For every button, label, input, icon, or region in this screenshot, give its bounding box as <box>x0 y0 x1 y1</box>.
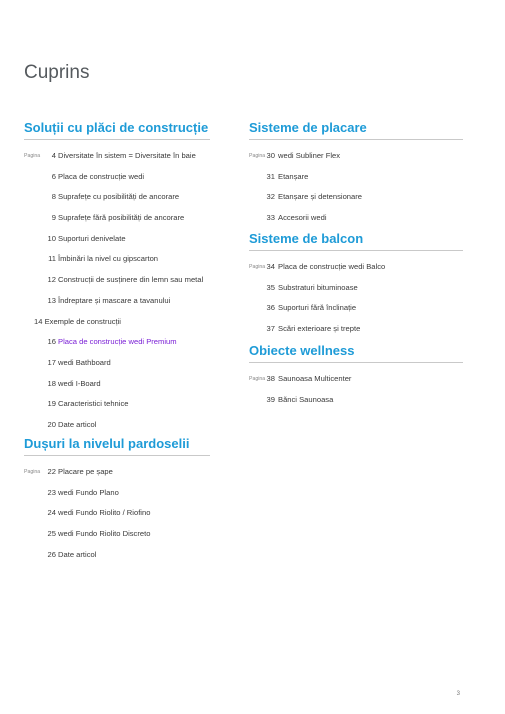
toc-entry[interactable] <box>24 212 210 233</box>
entry-title: Scări exterioare și trepte <box>278 324 361 334</box>
entry-title: Placa de construcție wedi Premium <box>58 337 177 347</box>
toc-section <box>249 343 463 414</box>
toc-left-column <box>24 120 210 569</box>
toc-section <box>249 231 463 343</box>
entry-page-number: 8 <box>51 192 56 202</box>
entry-page-number: 38 <box>266 374 275 383</box>
entry-title: Date articol <box>58 549 97 559</box>
entry-title: Saunoasa Multicenter <box>278 374 352 383</box>
entry-page-number: 6 <box>51 171 56 181</box>
entry-title: Bănci Saunoasa <box>278 394 334 404</box>
entry-page-number: 39 <box>266 394 275 404</box>
entry-title: Placa de construcție wedi <box>58 171 145 181</box>
entry-page-number: 31 <box>266 171 275 181</box>
entry-page-number: 22 <box>47 467 56 476</box>
entry-page-number: 36 <box>266 303 275 313</box>
entry-title: Suporturi denivelate <box>58 233 126 243</box>
section-title: Dușuri la nivelul pardoselii <box>24 436 210 456</box>
entry-page-number: 30 <box>266 151 275 160</box>
toc-entry[interactable] <box>24 378 210 399</box>
page-label: Pagina <box>249 376 266 382</box>
toc-entry[interactable] <box>249 394 463 415</box>
entry-page-number: 12 <box>47 275 56 285</box>
toc-entry[interactable] <box>24 357 210 378</box>
entry-title: Etanșare <box>278 171 309 181</box>
entry-title: Suporturi fără înclinație <box>278 303 357 313</box>
toc-entry[interactable] <box>24 398 210 419</box>
toc-entry[interactable] <box>249 261 463 282</box>
entry-title: Placa de construcție wedi Balco <box>278 262 386 271</box>
entry-title: Caracteristici tehnice <box>58 399 129 409</box>
toc-entry[interactable] <box>24 171 210 192</box>
entry-page-number: 26 <box>47 549 56 559</box>
entry-title: Suprafețe cu posibilități de ancorare <box>58 192 180 202</box>
toc-entry[interactable] <box>249 171 463 192</box>
entry-page-number: 4 <box>51 151 56 160</box>
toc-entry[interactable] <box>24 253 210 274</box>
section-title: Sisteme de balcon <box>249 231 463 251</box>
entry-page-number: 9 <box>51 213 56 223</box>
toc-entry[interactable] <box>249 212 463 233</box>
entry-title: wedi Fundo Riolito / Riofino <box>58 508 151 518</box>
entry-title: wedi Fundo Plano <box>58 487 119 497</box>
page-title: Cuprins <box>24 62 90 83</box>
entry-title: wedi I-Board <box>58 378 101 388</box>
section-title: Obiecte wellness <box>249 343 463 363</box>
page-number: 3 <box>456 691 460 697</box>
entry-page-number: 14 <box>34 316 43 326</box>
entry-page-number: 33 <box>266 213 275 223</box>
page-label: Pagina <box>249 264 266 270</box>
entry-page-number: 34 <box>266 262 275 271</box>
page-label: Pagina <box>24 153 41 159</box>
entry-page-number: 24 <box>47 508 56 518</box>
toc-entry[interactable] <box>249 191 463 212</box>
entry-title: Etanșare și detensionare <box>278 192 363 202</box>
entry-page-number: 35 <box>266 282 275 292</box>
page-label: Pagina <box>24 469 41 475</box>
toc-entry[interactable] <box>24 191 210 212</box>
toc-entries <box>24 150 210 440</box>
toc-entry[interactable] <box>249 150 463 171</box>
entry-page-number: 23 <box>47 487 56 497</box>
toc-entry[interactable] <box>249 282 463 303</box>
entry-title: wedi Bathboard <box>58 357 111 367</box>
entry-title: wedi Subliner Flex <box>278 151 341 160</box>
section-title: Soluții cu plăci de construcție <box>24 120 210 140</box>
entry-page-number: 32 <box>266 192 275 202</box>
toc-entry[interactable] <box>24 528 210 549</box>
entry-page-number: 25 <box>47 529 56 539</box>
toc-right-column <box>249 120 463 414</box>
toc-entry[interactable] <box>24 549 210 570</box>
toc-entry[interactable] <box>249 302 463 323</box>
entry-title: Suprafețe fără posibilități de ancorare <box>58 213 185 223</box>
entry-title: Construcții de susținere din lemn sau metal <box>58 275 204 285</box>
entry-title: Îndreptare și mascare a tavanului <box>58 295 171 305</box>
toc-entry[interactable] <box>24 507 210 528</box>
toc-entries <box>24 466 210 569</box>
entry-page-number: 10 <box>47 233 56 243</box>
entry-title: Substraturi bituminoase <box>278 282 358 292</box>
toc-entry[interactable] <box>24 274 210 295</box>
toc-entry[interactable] <box>24 419 210 440</box>
toc-entry[interactable] <box>249 373 463 394</box>
entry-page-number: 18 <box>47 378 56 388</box>
toc-entries <box>249 373 463 414</box>
entry-title: Date articol <box>58 419 97 429</box>
entry-page-number: 20 <box>47 419 56 429</box>
toc-entry[interactable] <box>24 295 210 316</box>
entry-page-number: 11 <box>48 254 56 264</box>
entry-page-number: 19 <box>47 399 56 409</box>
entry-title: Exemple de construcții <box>44 316 121 326</box>
toc-section <box>24 120 210 436</box>
entry-title: Placare pe șape <box>58 467 113 476</box>
toc-entry[interactable] <box>24 466 210 487</box>
toc-section <box>249 120 463 231</box>
toc-entry-highlighted[interactable] <box>24 336 210 357</box>
toc-entry[interactable] <box>24 150 210 171</box>
entry-page-number: 17 <box>47 357 56 367</box>
toc-section <box>24 436 210 569</box>
entry-title: wedi Fundo Riolito Discreto <box>58 529 151 539</box>
toc-entry[interactable] <box>24 233 210 254</box>
entry-title: Diversitate în sistem = Diversitate în baie <box>58 151 196 160</box>
entry-page-number: 37 <box>266 324 275 334</box>
page-label: Pagina <box>249 153 266 159</box>
entry-page-number: 16 <box>47 337 56 347</box>
toc-entry[interactable] <box>24 487 210 508</box>
toc-entry[interactable] <box>24 316 210 337</box>
section-title: Sisteme de placare <box>249 120 463 140</box>
toc-entries <box>249 150 463 233</box>
entry-page-number: 13 <box>47 295 56 305</box>
entry-title: Accesorii wedi <box>278 213 327 223</box>
toc-entry[interactable] <box>249 323 463 344</box>
entry-title: Îmbinări la nivel cu gipscarton <box>58 254 159 264</box>
toc-entries <box>249 261 463 344</box>
